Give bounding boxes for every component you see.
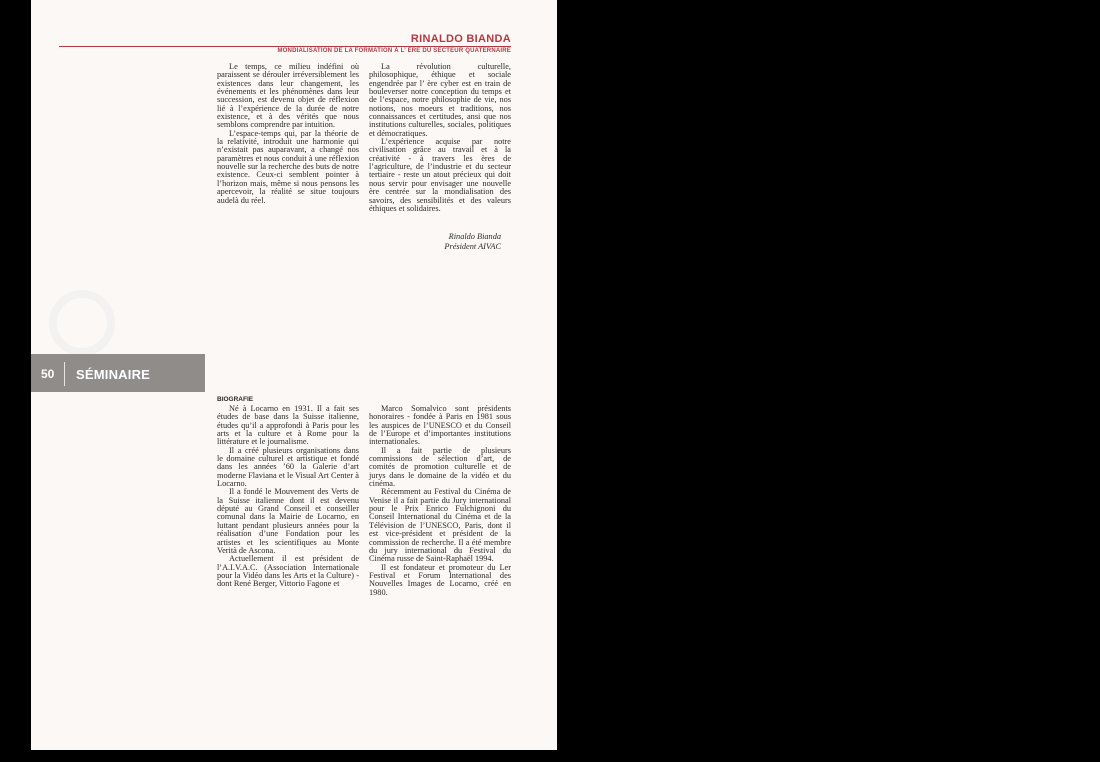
show-through-logo xyxy=(49,290,115,356)
section-tab xyxy=(31,354,205,392)
paragraph: Il a fait partie de plusieurs commissions de sélection d’art, de comités de promotion culturelle et de jurys dans le domaine de la vidéo et du cinéma. xyxy=(369,445,511,489)
paragraph: Il a créé plusieurs organisations dans le domaine culturel et artistique et fondé dans les années ’60 la Galerie d’art moderne Flaviana et le Visual Art Center à Locarno. xyxy=(217,445,359,489)
article-subtitle: MONDIALISATION DE LA FORMATION À L’ ÈRE DU SECTEUR QUATERNAIRE xyxy=(277,48,511,54)
biography-column-1 xyxy=(217,405,359,589)
article-column-2 xyxy=(369,63,511,213)
paragraph: Le temps, ce milieu indéfini où paraissent se dérouler irréversiblement les existences dans leur changement, les événements et les phénomènes dans leur succession, est devenu objet de réflexion lié à l’expérience de la durée de notre existence, et à des vérités que nous semblons comprendre par intuition. xyxy=(217,62,359,130)
page-number: 50 xyxy=(41,367,55,381)
document-page xyxy=(31,0,557,750)
paragraph: Né à Locarno en 1931. Il a fait ses études de base dans la Suisse italienne, études qu’il a approfondi à Paris pour les arts et la culture et à Rome pour la littérature et le journalisme. xyxy=(217,404,359,447)
paragraph: L’expérience acquise par notre civilisation grâce au travail et à la créativité - à travers les ères de l’agriculture, de l’industrie et du secteur tertiaire - reste un atout précieux qui doit nous servir pour envisager une nouvelle ère centrée sur la mondialisation des savoirs, des sensibilités et des valeurs éthiques et solidaires. xyxy=(369,137,511,213)
paragraph: Actuellement il est président de l’A.I.V.A.C. (Association Internationale pour la Vidéo dans les Arts et la Culture) - dont René Berger, Vittorio Fagone et xyxy=(217,554,359,589)
author-name: RINALDO BIANDA xyxy=(410,33,511,45)
paragraph: La révolution culturelle, philosophique, éthique et sociale engendrée par l’ ère cyber est en train de bouleverser notre conception du temps et de l’espace, notre philosophie de vie, nos notions, nos moeurs et traditions, nos connaissances et certitudes, ansi que nos institutions culturelles, sociales, politiques et démocratiques. xyxy=(369,62,511,138)
signature-title: Président AIVAC xyxy=(444,241,501,251)
tab-divider xyxy=(64,362,65,386)
biography-heading: BIOGRAFIE xyxy=(217,396,254,403)
paragraph: L’espace-temps qui, par la théorie de la relativité, introduit une harmonie qui n’existait pas auparavant, a changé nos paramètres et nous conduit à une réflexion nouvelle sur la recherche des buts de notre existence. Ceux-ci semblent pointer à l’horizon mais, même si nous pensons les apercevoir, la réalité se situe toujours audelà du réel. xyxy=(217,128,359,205)
section-label: SÉMINAIRE xyxy=(76,367,151,382)
paragraph: Récemment au Festival du Cinéma de Venise il a fait partie du Jury international pour le Prix Enrico Fulchignoni du Conseil International du Cinéma et de la Télévision de l’UNESCO, Paris, dont il est vice-président et président de la commission de recherche. Il a été membre du jury international du Festival du Cinéma russe de Saint-Raphaël 1994. xyxy=(369,487,511,564)
signature-block xyxy=(369,232,501,251)
paragraph: Marco Somalvico sont présidents honoraires - fondée à Paris en 1981 sous les auspices de l’UNESCO et du Conseil de l’Europe et d’importantes institutions internationales. xyxy=(369,404,511,447)
signature-name: Rinaldo Bianda xyxy=(448,232,501,241)
paragraph: Il a fondé le Mouvement des Verts de la Suisse italienne dont il est devenu député au Grand Conseil et conseiller comunal dans la Mairie de Locarno, en luttant pendant plusieurs années pour la réalisation d’une Fondation pour les artistes et les scientifiques au Monte Verità de Ascona. xyxy=(217,487,359,555)
paragraph: Il est fondateur et promoteur du Ler Festival et Forum International des Nouvelles Images de Locarno, créé en 1980. xyxy=(369,562,511,597)
biography-column-2 xyxy=(369,405,511,597)
article-column-1 xyxy=(217,63,359,205)
header-rule xyxy=(59,46,511,47)
